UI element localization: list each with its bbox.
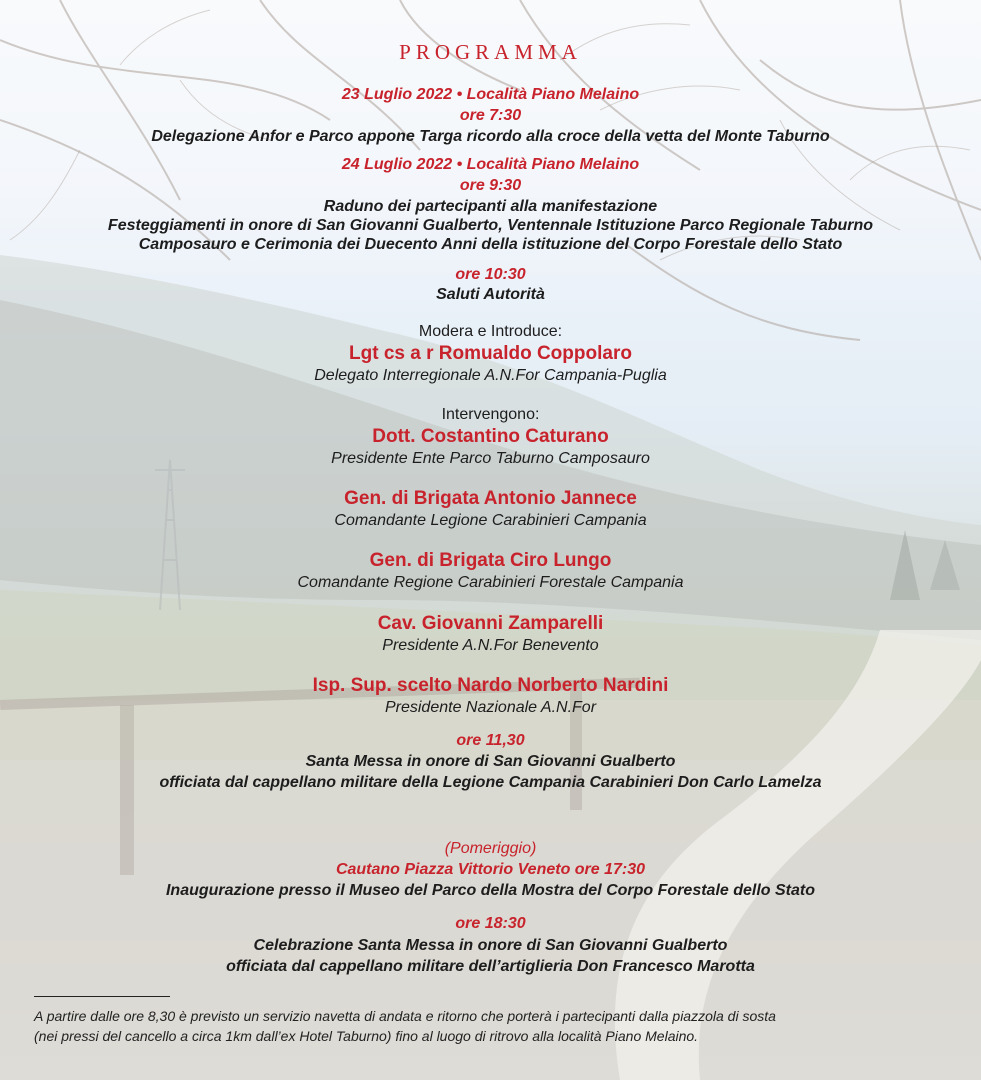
day2-event-line: Festeggiamenti in onore di San Giovanni Gualberto, Ventennale Istituzione Parco Regionale Taburno	[107, 217, 874, 234]
page-title: PROGRAMMA	[399, 40, 582, 64]
speaker-role: Presidente A.N.For Benevento	[382, 637, 599, 654]
afternoon-label: (Pomeriggio)	[444, 840, 537, 857]
speaker-role: Comandante Legione Carabinieri Campania	[334, 512, 647, 529]
afternoon-time2: ore 18:30	[455, 915, 526, 932]
day2-date: 24 Luglio 2022 • Località Piano Melaino	[341, 156, 640, 173]
mass-time: ore 11,30	[456, 732, 525, 749]
day2-time2: ore 10:30	[455, 266, 526, 283]
footnote	[34, 1006, 954, 1046]
day1-date: 23 Luglio 2022 • Località Piano Melaino	[341, 86, 640, 103]
moderator-label: Modera e Introduce:	[418, 323, 563, 340]
afternoon-line: officiata dal cappellano militare dell’artiglieria Don Francesco Marotta	[226, 958, 755, 975]
day2-event2: Saluti Autorità	[436, 286, 545, 303]
footnote-line: (nei pressi del cancello a circa 1km dall’ex Hotel Taburno) fino al luogo di ritrovo alla località Piano Melaino.	[34, 1028, 699, 1044]
afternoon-event: Inaugurazione presso il Museo del Parco della Mostra del Corpo Forestale dello Stato	[165, 882, 816, 899]
day2-event-line: Raduno dei partecipanti alla manifestazione	[323, 198, 658, 215]
speaker-role: Presidente Ente Parco Taburno Camposauro	[331, 450, 650, 467]
speaker-role: Comandante Regione Carabinieri Forestale Campania	[297, 574, 684, 591]
speaker-role: Presidente Nazionale A.N.For	[384, 699, 597, 716]
day1-time: ore 7:30	[459, 107, 522, 124]
speaker-name: Gen. di Brigata Antonio Jannece	[344, 488, 637, 509]
speaker-name: Dott. Costantino Caturano	[372, 426, 609, 447]
afternoon-line: Celebrazione Santa Messa in onore di San Giovanni Gualberto	[253, 937, 728, 954]
afternoon-place: Cautano Piazza Vittorio Veneto ore 17:30	[335, 861, 646, 878]
mass-line: Santa Messa in onore di San Giovanni Gualberto	[305, 753, 676, 770]
moderator-role: Delegato Interregionale A.N.For Campania-Puglia	[314, 367, 667, 384]
day2-event-line: Camposauro e Cerimonia dei Duecento Anni della istituzione del Corpo Forestale dello Stato	[138, 236, 843, 253]
moderator-name: Lgt cs a r Romualdo Coppolaro	[349, 343, 632, 364]
footnote-divider	[34, 996, 170, 997]
speaker-name: Gen. di Brigata Ciro Lungo	[369, 550, 612, 571]
speaker-name: Cav. Giovanni Zamparelli	[377, 613, 604, 634]
day1-event: Delegazione Anfor e Parco appone Targa ricordo alla croce della vetta del Monte Taburno	[151, 128, 830, 145]
mass-line: officiata dal cappellano militare della Legione Campania Carabinieri Don Carlo Lamelza	[159, 774, 822, 791]
speaker-name: Isp. Sup. scelto Nardo Norberto Nardini	[312, 675, 669, 696]
day2-time: ore 9:30	[459, 177, 522, 194]
footnote-line: A partire dalle ore 8,30 è previsto un servizio navetta di andata e ritorno che porterà i partecipanti dalla piazzola di sosta	[34, 1008, 776, 1024]
speakers-label: Intervengono:	[441, 406, 540, 423]
